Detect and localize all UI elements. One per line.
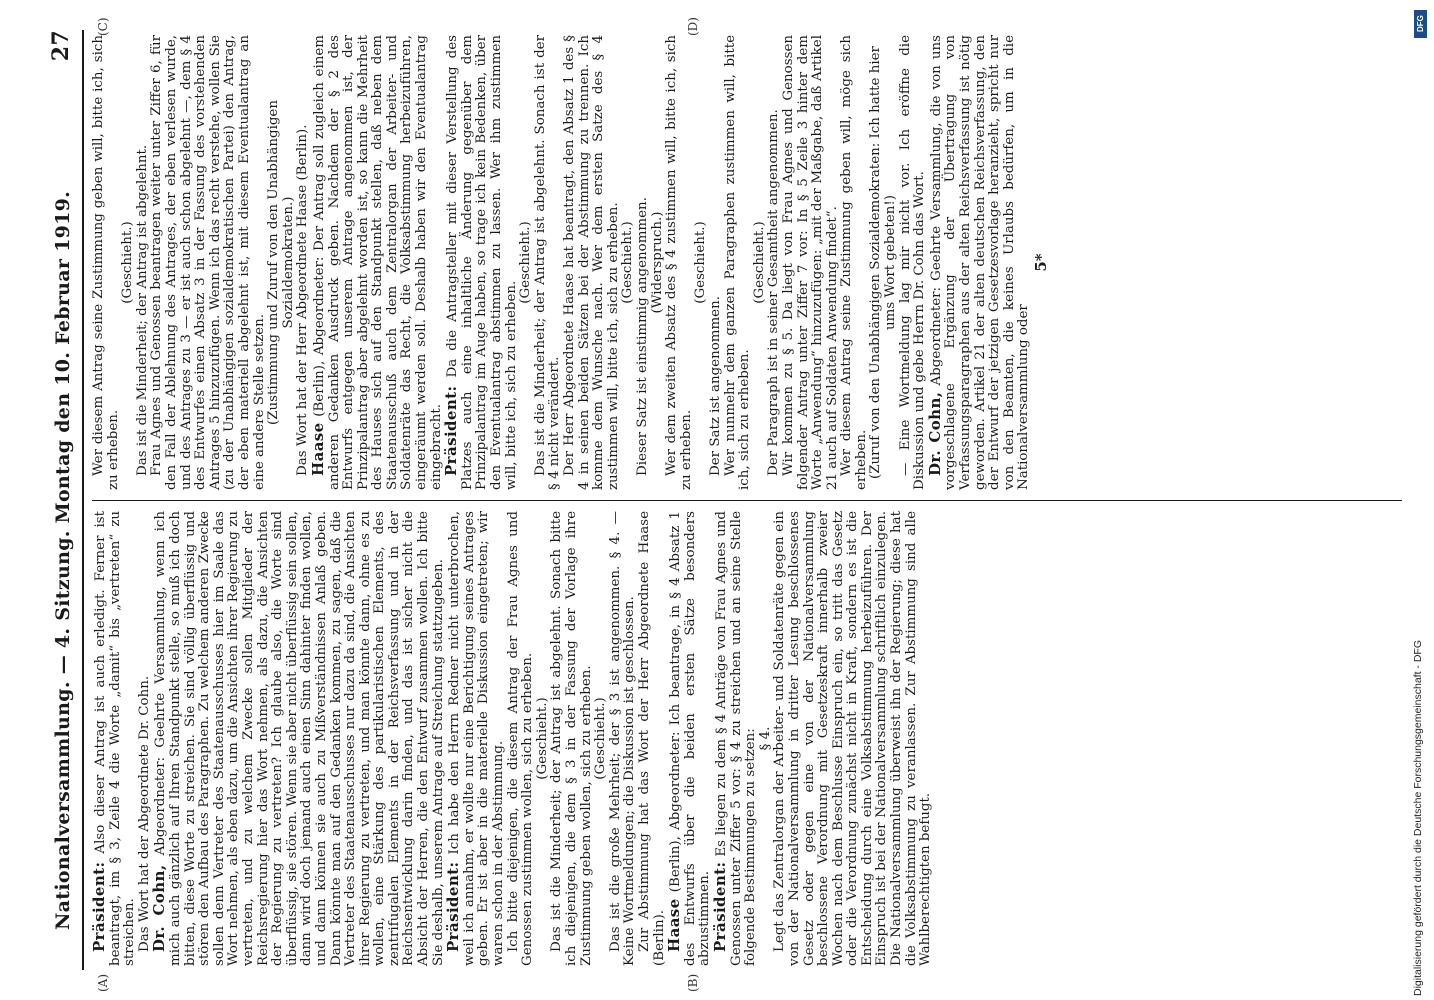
speech-paragraph <box>446 511 506 966</box>
parenthetical-remark: (Geschieht.) <box>751 221 767 304</box>
speech-paragraph <box>308 35 444 490</box>
text-paragraph: Wir kommen zu § 5. Da liegt von Frau Agnes und Genossen folgender Antrag unter Ziffer 7 vor: In § 5 Zeile 3 hinter dem Worte „Anwendung“ hinzuzufügen: „mit der Maßgabe, daß Artikel 21 auch auf Soldaten Anwendung findet“. <box>780 35 840 490</box>
page-header <box>48 30 78 970</box>
parenthetical-remark: (Geschieht.) <box>534 697 550 780</box>
parenthetical-remark: (Geschieht.) <box>593 697 609 780</box>
text-paragraph: Wer diesem Antrag seine Zustimmung geben will, bitte ich, sich zu erheben. <box>91 35 121 490</box>
speaker-name: Dr. Cohn, <box>150 864 169 952</box>
speech-paragraph <box>92 511 138 966</box>
text-paragraph: Legt das Zentralorgan der Arbeiter- und Soldatenräte gegen ein von der Nationalversammlung in dritter Lesung beschlossenes Gesetz oder gegen eine von der Nationalversammlung beschlossene Verordnung mit Gesetzeskraft innerhalb zweier Wochen nach dem Beschlusse Einspruch ein, so tritt das Gesetz oder die Verordnung zunächst nicht in Kraft, sondern es ist die Entscheidung durch eine Volksabstimmung herbeizuführen. Der Einspruch ist bei der Nationalversammlung schriftlich einzulegen. Die Nationalversammlung überweist ihn der Regierung; diese hat die Volksabstimmung zu veranlassen. Zur Abstimmung sind alle Wahlberechtigten befugt. <box>772 511 934 966</box>
speech-text: Es liegen zu dem § 4 Anträge von Frau Agnes und Genossen unter Ziffer 5 vor: § 4 zu streichen und an seine Stelle folgende Bestimmungen zu setzen: <box>713 511 759 966</box>
parenthetical-remark: § 4. <box>757 726 773 751</box>
text-paragraph: — Eine Wortmeldung lag mir nicht vor. Ich eröffne die Diskussion und gebe Herrn Dr. Cohn das Wort. <box>897 35 928 490</box>
speech-paragraph <box>925 35 1032 490</box>
parenthetical-remark: (Zustimmung und Zuruf von den Unabhängigen Sozialdemokraten.) <box>266 100 296 425</box>
speaker-name: Haase <box>308 422 327 476</box>
text-paragraph: Das Wort hat der Abgeordnete Dr. Cohn. <box>136 675 152 952</box>
speaker-name: Präsident: <box>442 385 461 476</box>
speech-text: Abgeordneter: Geehrte Versammlung, die von uns vorgeschlagene Ergänzung der Übertragung von Verfassungsparagraphen aus der alten Reichsverfassung ist nötig geworden. Artikel 21 der alten deutschen Reichsverfassung, den der Entwurf der jetzigen Gesetzesvorlage heranzieht, spricht nur von den Beamten, die keines Urlaubs bedürfen, um in die Nationalversammlung oder <box>928 35 1032 490</box>
speaker-name: Haase <box>665 898 684 952</box>
text-paragraph: Das ist die Minderheit; der Antrag ist abgelehnt. Sonach ist der § 4 nicht verändert. <box>532 35 563 490</box>
margin-marker-b: (B) <box>686 973 700 992</box>
text-paragraph: Der Satz ist angenommen. <box>707 296 723 476</box>
speech-text: (Berlin), Abgeordneter: Ich beantrage, in § 4 Absatz 1 des Entwurfs über die beiden ersten Sätze besonders abzustimmen. <box>668 511 713 966</box>
text-paragraph: Ich bitte diejenigen, die diesem Antrag der Frau Agnes und Genossen zustimmen wollen, sich zu erheben. <box>505 511 536 966</box>
dfg-credit: Digitalisierung gefördert durch die Deutsche Forschungsgemeinschaft - DFG <box>1412 639 1424 996</box>
text-paragraph: Das ist die Minderheit; der Antrag ist abgelehnt. Sonach bitte ich diejenigen, die dem § 3 in der Fassung der Vorlage ihre Zustimmung geben wollen, sich zu erheben. <box>549 511 594 966</box>
dfg-logo: DFG <box>1414 10 1427 38</box>
parenthetical-remark: (Zuruf von den Unabhängigen Sozialdemokraten: Ich hatte hier ums Wort gebeten!) <box>868 46 899 479</box>
dfg-sidebar <box>1412 6 1430 996</box>
text-paragraph: Zur Abstimmung hat das Wort der Herr Abgeordnete Haase (Berlin). <box>636 511 667 966</box>
speech-text: Also dieser Antrag ist auch erledigt. Ferner ist beantragt, im § 3, Zeile 4 die Worte „damit“ bis „vertreten“ zu streichen. <box>93 511 138 966</box>
speech-paragraph <box>667 511 713 966</box>
parenthetical-remark: (Geschieht.) <box>693 221 709 304</box>
speaker-name: Präsident: <box>444 861 463 952</box>
text-paragraph: Das ist die Minderheit; der Antrag ist abgelehnt. <box>134 144 150 476</box>
speech-text: Ich habe den Herrn Redner nicht unterbrochen, weil ich annahm, er wollte nur eine Berichtigung seines Antrages geben. Er ist aber in die materielle Diskussion eingetreten; wir waren schon in der Abstimmung. <box>447 511 507 966</box>
text-paragraph: Der Herr Abgeordnete Haase hat beantragt, den Absatz 1 des § 4 in seinen beiden Sätzen bei der Abstimmung zu trennen. Ich komme dem Wunsche nach. Wer dem ersten Satze des § 4 zustimmen will, bitte ich, sich zu erheben. <box>562 35 621 490</box>
speech-paragraph <box>710 511 759 966</box>
column-divider <box>92 500 1402 501</box>
text-paragraph: Dieser Satz ist einstimmig angenommen. <box>634 197 650 476</box>
parenthetical-remark: (Geschieht.) <box>620 221 636 304</box>
parenthetical-remark: (Geschieht.) <box>518 221 534 304</box>
parenthetical-remark: (Widerspruch.) <box>649 211 665 314</box>
header-rule <box>82 30 84 970</box>
text-paragraph: Das ist die große Mehrheit; der § 3 ist angenommen. § 4. — Keine Wortmeldungen; die Diskussion ist geschlossen. <box>607 511 638 966</box>
text-paragraph: Wer diesem Antrag seine Zustimmung geben will, möge sich erheben. <box>839 35 869 490</box>
page-number: 27 <box>48 30 74 62</box>
text-paragraph: Frau Agnes und Genossen beantragen weiter unter Ziffer 6, für den Fall der Ablehnung des Antrages, der eben verlesen wurde, und des Antrages zu 3 — er ist auch schon abgelehnt —, dem § 4 des Entwurfes einen Absatz 3 in der Fassung des vorstehenden Antrages 5 hinzuzufügen. Wenn ich das recht verstehe, wollen Sie (zu der Unabhängigen sozialdemokratischen Partei) den Antrag, der eben materiell abgelehnt ist, mit diesem Eventualantrag an eine andere Stelle setzen. <box>149 35 267 490</box>
speech-text: Abgeordneter: Geehrte Versammlung, wenn ich mich auch gänzlich auf Ihren Standpunkt stelle, so muß ich doch bitten, diese Worte zu streichen. Sie sind völlig überflüssig und stören den Aufbau des Paragraphen. Zu welchem anderen Zwecke sollen denn Vertreter des Staatenausschusses hier im Saale das Wort nehmen, als eben dazu, um die Ansichten ihrer Regierung zu vertreten, und zu welchem Zwecke sollen Mitglieder der Reichsregierung hier das Wort nehmen, als dazu, die Ansichten der Regierung zu vertreten? Ich glaube also, die Worte sind überflüssig, sie stören. Wenn sie aber nicht überflüssig sein sollen, dann wird doch jemand auch einen Sinn dahinter finden wollen, und dann können sie auch zu Mißverständnissen Anlaß geben. Dann könnte man auf den Gedanken kommen, zu sagen, daß die Vertreter des Staatenausschusses nur dazu da sind, die Ansichten ihrer Regierung zu vertreten, und man könnte dann, ohne es zu wollen, eine Stärkung des partikularistischen Elements, des zentrifugalen Elements in der Reichsverfassung und in der Reichsentwicklung darin finden, und das ist sicher nicht die Absicht der Herren, die den Entwurf zusammen wollen. Ich bitte Sie deshalb, unserem Antrage auf Streichung stattzugeben. <box>153 510 446 966</box>
speech-text: Da die Antragsteller mit dieser Verstellung des Platzes auch eine inhaltliche Änderung gegenüber dem Prinzipalantrag im Auge haben, so trage ich kein Bedenken, über den Eventualantrag abstimmen zu lassen. Wer ihm zustimmen will, bitte ich, sich zu erheben. <box>445 35 519 490</box>
speaker-name: Präsident: <box>710 861 729 952</box>
margin-marker-c: (C) <box>96 17 110 36</box>
text-paragraph: Der Paragraph ist in seiner Gesamtheit angenommen. <box>766 109 782 476</box>
speech-paragraph <box>152 511 446 966</box>
header-title: Nationalversammlung. — 4. Sitzung. Montag den 10. Februar 1919. <box>52 190 74 930</box>
margin-marker-a: (A) <box>96 973 110 992</box>
text-paragraph: Wer nunmehr dem ganzen Paragraphen zustimmen will, bitte ich, sich zu erheben. <box>722 35 753 490</box>
right-column <box>92 35 1049 490</box>
text-paragraph: Das Wort hat der Herr Abgeordnete Haase (Berlin). <box>295 124 311 476</box>
speech-paragraph <box>444 35 519 490</box>
speaker-name: Dr. Cohn, <box>925 391 944 476</box>
speech-text: (Berlin), Abgeordneter: Der Antrag soll zugleich einem anderen Gedanken Ausdruck geben. Nachdem der § 2 des Entwurfs entgegen unserem Antrage angenommen ist, der Prinzipalantrag aber abgelehnt worden ist, so kann die Mehrheit des Hauses sich auf den Standpunkt stellen, daß neben dem Staatenausschuß auch dem Zentralorgan der Arbeiter- und Soldatenräte das Recht, die Volksabstimmung herbeizuführen, eingeräumt werden soll. Deshalb haben wir den Eventualantrag eingebracht. <box>311 35 444 490</box>
speaker-name: Präsident: <box>90 861 108 952</box>
margin-marker-d: (D) <box>686 17 700 36</box>
signature-mark: 5* <box>1032 253 1050 272</box>
text-paragraph: Wer dem zweiten Absatz des § 4 zustimmen will, bitte ich, sich zu erheben. <box>664 35 694 490</box>
parenthetical-remark: (Geschieht.) <box>120 221 136 304</box>
left-column <box>92 511 934 966</box>
